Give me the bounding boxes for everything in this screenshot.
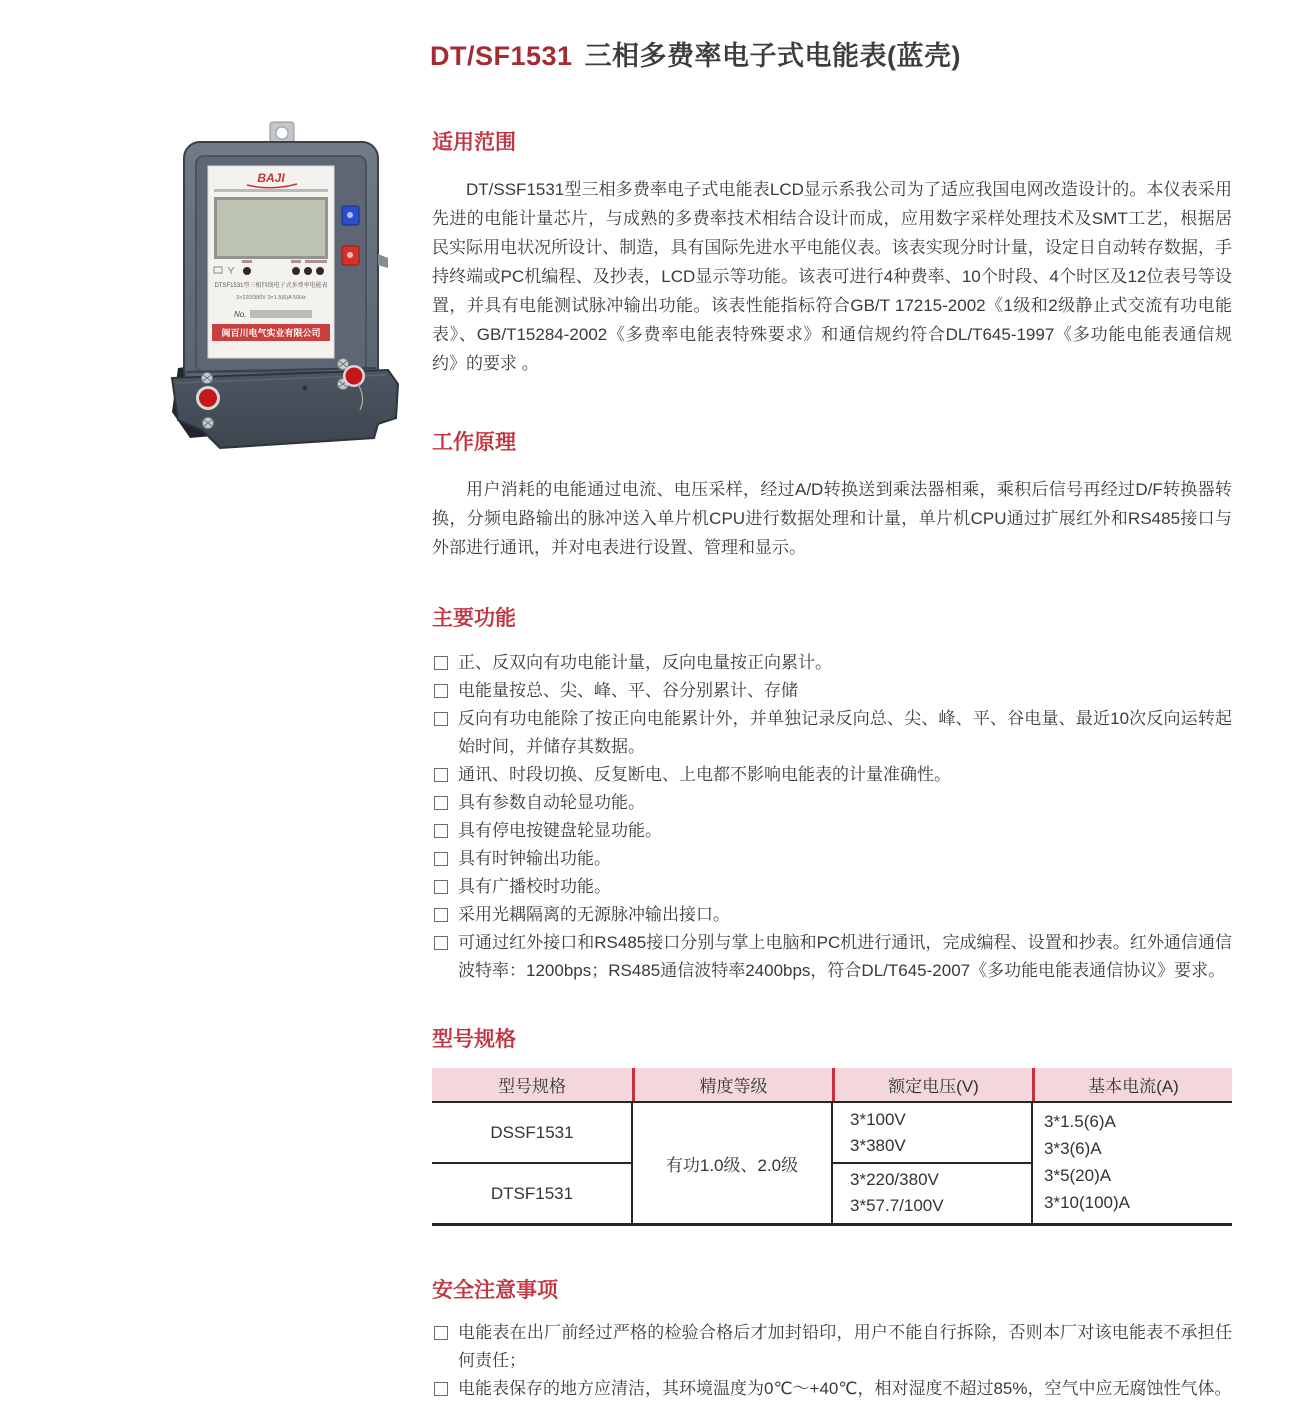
checkbox-icon: [434, 852, 448, 866]
safety-list: [432, 1319, 1232, 1403]
red-button-dot: [347, 252, 353, 258]
section-principle: [432, 430, 1232, 562]
list-item-text: 具有广播校时功能。: [458, 877, 611, 896]
status-led: [316, 267, 324, 275]
cell-voltage-row2: [850, 1167, 944, 1219]
safety-heading: 安全注意事项: [432, 1279, 558, 1302]
section-safety: [432, 1278, 1232, 1403]
product-photo: [150, 120, 414, 454]
principle-paragraph: 用户消耗的电能通过电流、电压采样，经过A/D转换送到乘法器相乘，乘积后信号再经过D/F转换器转换，分频电路输出的脉冲送入单片机CPU进行数据处理和计量，单片机CPU通过扩展红外和RS485接口与外部进行通讯，并对电表进行设置、管理和显示。: [432, 480, 1232, 557]
checkbox-icon: [434, 768, 448, 782]
cell-accuracy: 有功1.0级、2.0级: [665, 1155, 799, 1175]
faceplate-fine-print: [214, 189, 328, 192]
checkbox-icon: [434, 880, 448, 894]
page-title-model: DT/SF1531: [430, 41, 573, 71]
status-led: [292, 267, 300, 275]
col-header-voltage: 额定电压(V): [832, 1068, 1032, 1101]
list-item: [432, 817, 1232, 845]
list-item-text: 电能表保存的地方应清洁，其环境温度为0℃～+40℃，相对湿度不超过85%，空气中应无腐蚀性气体。: [458, 1379, 1232, 1398]
led-label: [242, 260, 252, 263]
current-line: 3*10(100)A: [1044, 1193, 1131, 1212]
principle-heading: 工作原理: [432, 431, 516, 454]
voltage-line: 3*57.7/100V: [850, 1196, 944, 1215]
cell-current: [1044, 1108, 1130, 1216]
current-line: 3*1.5(6)A: [1044, 1112, 1116, 1131]
section-scope: [432, 130, 1232, 378]
list-item: [432, 705, 1232, 761]
table-row-divider: [833, 1162, 1031, 1164]
led-label: [305, 260, 327, 263]
current-line: 3*5(20)A: [1044, 1166, 1112, 1185]
lead-seal-right: [346, 368, 363, 385]
list-item-text: 具有停电按键盘轮显功能。: [458, 821, 662, 840]
serial-label: No.: [234, 310, 247, 319]
company-name: 闽百川电气实业有限公司: [221, 328, 321, 338]
side-latch: [378, 254, 388, 268]
list-item: [432, 1375, 1232, 1403]
checkbox-icon: [434, 1326, 448, 1340]
page-title-name: 三相多费率电子式电能表(蓝壳): [584, 41, 962, 71]
content-column: [432, 130, 1232, 1403]
list-item: [432, 845, 1232, 873]
list-item-text: 可通过红外接口和RS485接口分别与掌上电脑和PC机进行通讯，完成编程、设置和抄表。红外通信通信波特率：1200bps；RS485通信波特率2400bps，符合DL/T645-2007《多功能电能表通信协议》要求。: [458, 933, 1232, 980]
scope-heading: 适用范围: [432, 131, 516, 154]
models-heading: 型号规格: [432, 1028, 516, 1051]
checkbox-icon: [434, 656, 448, 670]
brand-logo: BAJI: [257, 171, 285, 185]
section-functions: [432, 606, 1232, 985]
col-header-current: 基本电流(A): [1032, 1068, 1232, 1101]
list-item-text: 具有时钟输出功能。: [458, 849, 611, 868]
blue-button-dot: [347, 212, 353, 218]
functions-list: [432, 649, 1232, 985]
checkbox-icon: [434, 824, 448, 838]
page-title: [430, 34, 961, 73]
list-item-text: 采用光耦隔离的无源脉冲输出接口。: [458, 905, 730, 924]
list-item-text: 通讯、时段切换、反复断电、上电都不影响电能表的计量准确性。: [458, 765, 951, 784]
list-item: [432, 901, 1232, 929]
list-item: [432, 929, 1232, 985]
section-models: [432, 1027, 1232, 1226]
cover-hole: [303, 386, 308, 391]
status-led: [304, 267, 312, 275]
checkbox-icon: [434, 1382, 448, 1396]
list-item: [432, 761, 1232, 789]
table-divider: [1031, 1103, 1033, 1223]
functions-heading: 主要功能: [432, 607, 516, 630]
col-header-accuracy: 精度等级: [632, 1068, 832, 1101]
pulse-led: [243, 267, 251, 275]
scope-paragraph: DT/SSF1531型三相多费率电子式电能表LCD显示系我公司为了适应我国电网改造设计的。本仪表采用先进的电能计量芯片，与成熟的多费率技术相结合设计而成，应用数字采样处理技术及SMT工艺，根据居民实际用电状况所设计、制造，具有国际先进水平电能仪表。该表实现分时计量，设定日自动转存数据，手持终端或PC机编程、及抄表，LCD显示等功能。该表可进行4种费率、10个时段、4个时区及12位表号等设置，并具有电能测试脉冲输出功能。该表性能指标符合GB/T 17215-2002《1级和2级静止式交流有功电能表》、GB/T15284-2002《多费率电能表特殊要求》和通信规约符合DL/T645-1997《多功能电能表通信规约》的要求 。: [432, 180, 1232, 373]
meter-rating-line: 3×220/380V 3×1.5(6)A 50Hz: [236, 295, 306, 301]
col-header-model: 型号规格: [498, 1077, 566, 1096]
checkbox-icon: [434, 684, 448, 698]
checkbox-icon: [434, 908, 448, 922]
list-item-text: 正、反双向有功电能计量，反向电量按正向累计。: [458, 653, 832, 672]
spec-table-body: [432, 1103, 1232, 1226]
current-line: 3*3(6)A: [1044, 1139, 1102, 1158]
checkbox-icon: [434, 712, 448, 726]
lead-seal-left: [199, 389, 217, 407]
voltage-line: 3*380V: [850, 1136, 906, 1155]
list-item-text: 具有参数自动轮显功能。: [458, 793, 645, 812]
meter-type-line: DTSF1531型三相四线电子式多费率电能表: [214, 283, 328, 289]
list-item-text: 反向有功电能除了按正向电能累计外，并单独记录反向总、尖、峰、平、谷电量、最近10次反向运转起始时间，并储存其数据。: [458, 709, 1232, 756]
cell-voltage-row1: [850, 1107, 906, 1159]
lcd-screen: [217, 200, 325, 256]
checkbox-icon: [434, 936, 448, 950]
cell-model-dtsf1531: DTSF1531: [490, 1183, 574, 1203]
serial-number: [250, 310, 312, 318]
cell-model-dssf1531: DSSF1531: [490, 1122, 574, 1142]
list-item-text: 电能量按总、尖、峰、平、谷分别累计、存储: [458, 681, 798, 700]
voltage-line: 3*100V: [850, 1110, 906, 1129]
list-item: [432, 1319, 1232, 1375]
list-item: [432, 873, 1232, 901]
spec-table-header-row: [432, 1068, 1232, 1103]
checkbox-icon: [434, 796, 448, 810]
energy-meter-illustration: [150, 120, 414, 454]
list-item: [432, 677, 1232, 705]
hanging-tab-hole: [276, 127, 288, 139]
list-item: [432, 649, 1232, 677]
led-label: [291, 260, 301, 263]
list-item-text: 电能表在出厂前经过严格的检验合格后才加封铅印，用户不能自行拆除，否则本厂对该电能表不承担任何责任；: [458, 1323, 1232, 1370]
spec-table: [432, 1068, 1232, 1226]
list-item: [432, 789, 1232, 817]
voltage-line: 3*220/380V: [850, 1170, 939, 1189]
